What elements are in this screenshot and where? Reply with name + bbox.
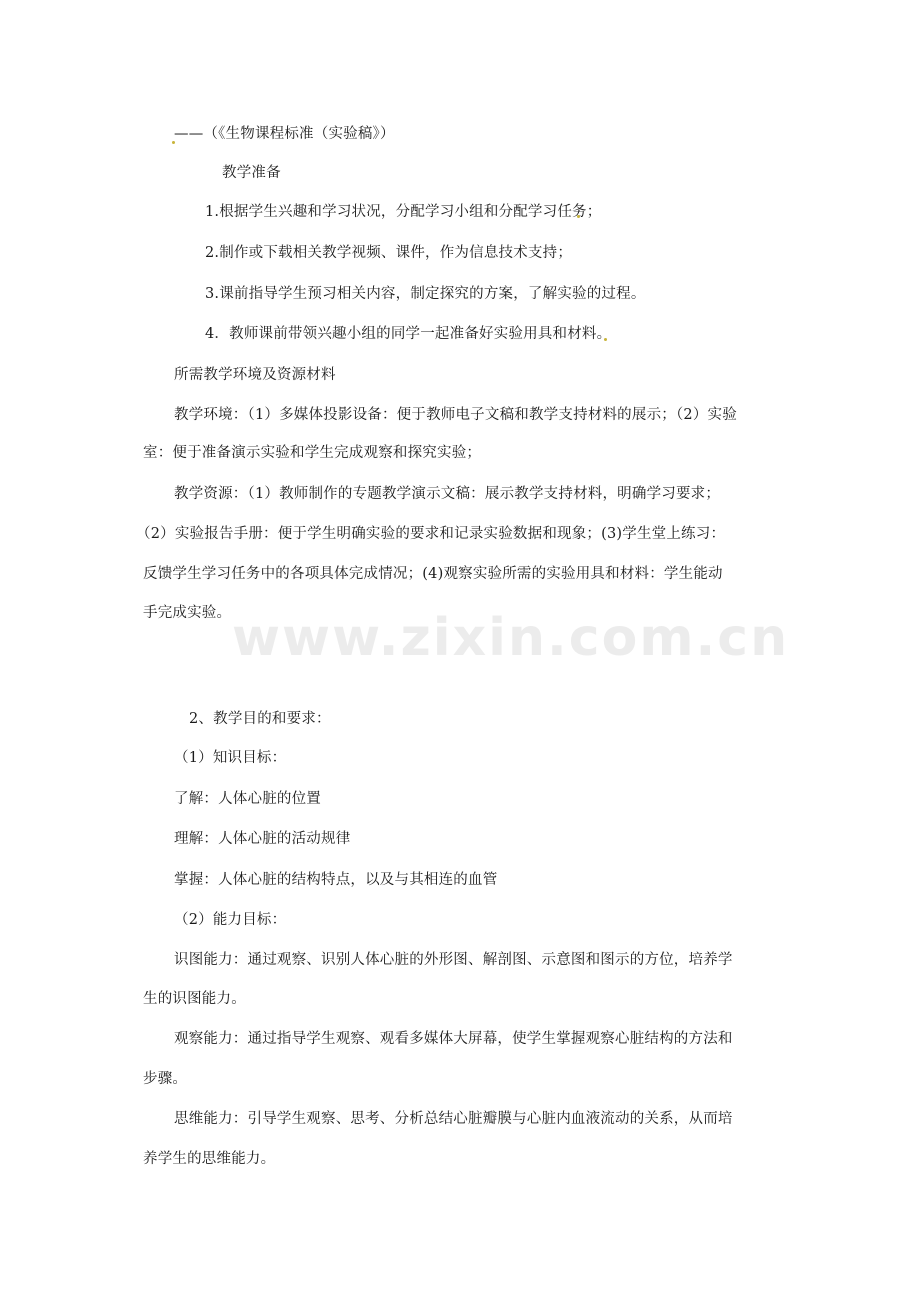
knowledge-item: 掌握：人体心脏的结构特点，以及与其相连的血管 [174,872,498,888]
knowledge-item: 理解：人体心脏的活动规律 [174,831,351,847]
citation-line: ——（《生物课程标准（实验稿》） [174,126,395,142]
prep-heading: 教学准备 [222,165,281,181]
env-paragraph-line: 室：便于准备演示实验和学生完成观察和探究实验； [143,445,482,461]
knowledge-item: 了解：人体心脏的位置 [174,791,321,807]
prep-item-4: 4．教师课前带领兴趣小组的同学一起准备好实验用具和材料。 [205,326,612,342]
ability-paragraph-line: 步骤。 [143,1071,188,1087]
watermark: www.zixin.com.cn [232,608,790,668]
prep-item-1: 1.根据学生兴趣和学习状况，分配学习小组和分配学习任务； [205,204,602,220]
ability-heading: （2）能力目标： [174,912,287,928]
resource-paragraph-line: 手完成实验。 [143,605,232,621]
resource-paragraph-line: （2）实验报告手册：便于学生明确实验的要求和记录实验数据和现象；(3)学生堂上练习： [136,526,726,542]
prep-item-2: 2.制作或下载相关教学视频、课件，作为信息技术支持； [205,245,573,261]
env-heading: 所需教学环境及资源材料 [174,367,336,383]
goal-heading: 2、教学目的和要求： [189,711,331,727]
ability-paragraph-line: 养学生的思维能力。 [143,1151,276,1167]
ability-paragraph-line: 识图能力：通过观察、识别人体心脏的外形图、解剖图、示意图和图示的方位，培养学 [174,952,733,968]
ability-paragraph-line: 观察能力：通过指导学生观察、观看多媒体大屏幕，使学生掌握观察心脏结构的方法和 [174,1031,733,1047]
ability-paragraph-line: 生的识图能力。 [143,991,246,1007]
ability-paragraph-line: 思维能力：引导学生观察、思考、分析总结心脏瓣膜与心脏内血液流动的关系，从而培 [174,1111,733,1127]
env-paragraph-line: 教学环境：（1）多媒体投影设备：便于教师电子文稿和教学支持材料的展示；（2）实验 [174,407,737,423]
knowledge-heading: （1）知识目标： [174,750,287,766]
resource-paragraph-line: 教学资源：（1）教师制作的专题教学演示文稿：展示教学支持材料，明确学习要求； [174,486,721,502]
prep-item-3: 3.课前指导学生预习相关内容，制定探究的方案，了解实验的过程。 [205,286,646,302]
resource-paragraph-line: 反馈学生学习任务中的各项具体完成情况；(4)观察实验所需的实验用具和材料：学生能动 [143,566,723,582]
